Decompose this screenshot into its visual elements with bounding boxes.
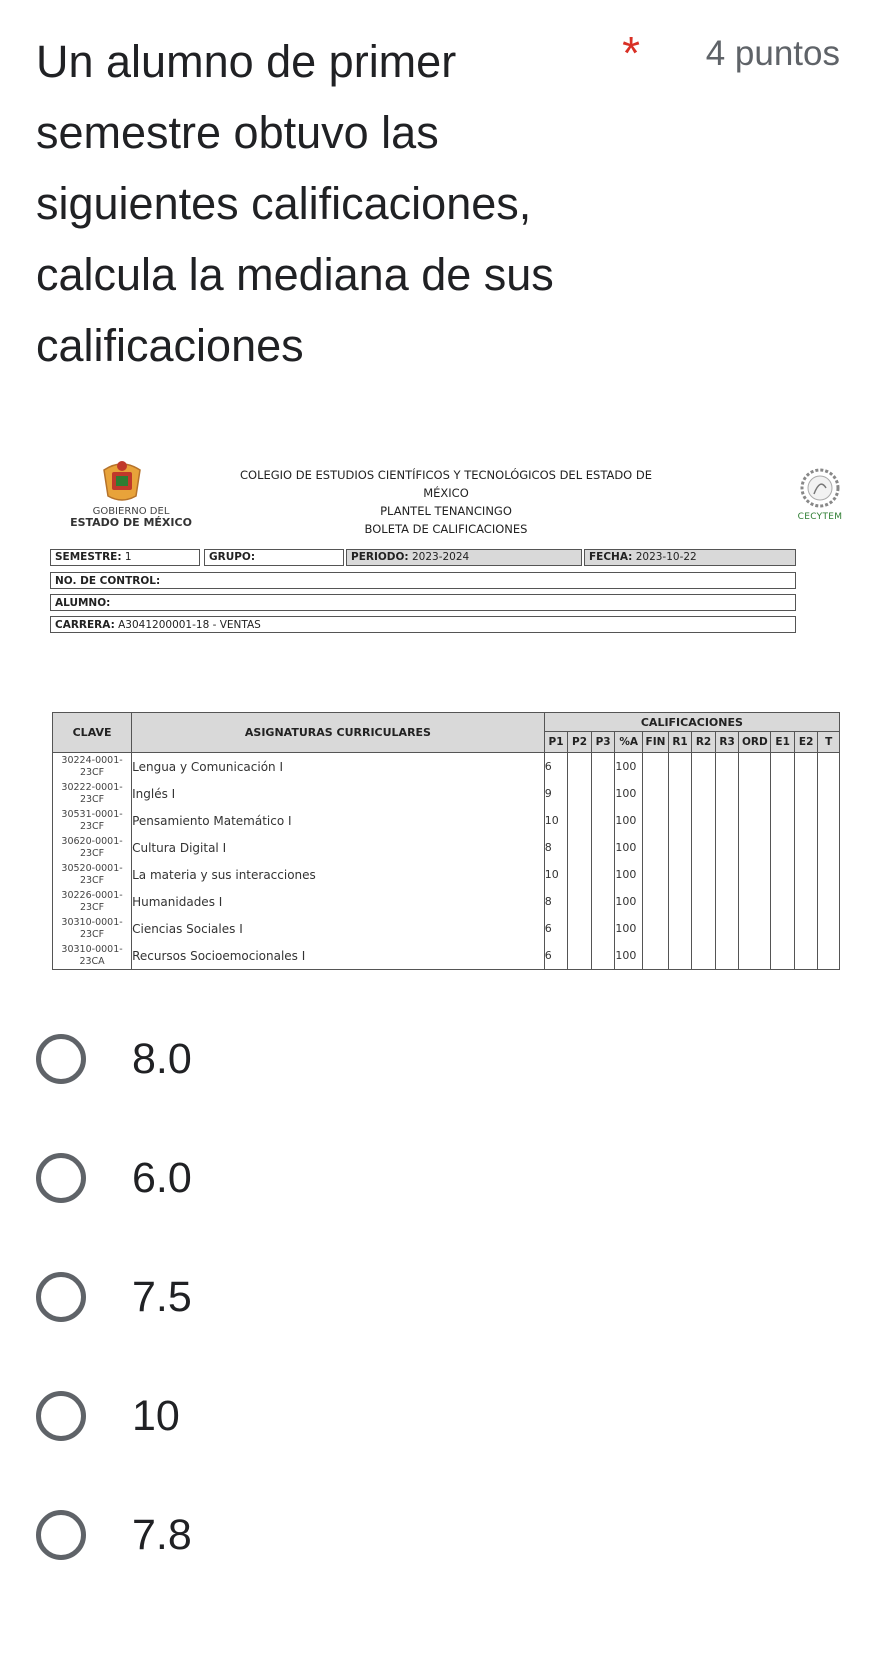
p1-cell: 10	[544, 807, 568, 834]
r1-cell	[668, 861, 692, 888]
option-2[interactable]	[36, 1153, 636, 1213]
p3-cell	[591, 861, 615, 888]
r2-cell	[692, 753, 716, 781]
plantel-name: PLANTEL TENANCINGO	[380, 504, 512, 518]
asignatura-cell: La materia y sus interacciones	[132, 861, 545, 888]
p2-cell	[568, 915, 592, 942]
r1-cell	[668, 807, 692, 834]
p2-cell	[568, 942, 592, 970]
t-cell	[818, 834, 840, 861]
r3-cell	[715, 942, 739, 970]
pct-cell: 100	[615, 915, 643, 942]
fin-cell	[643, 915, 669, 942]
table-row	[53, 942, 840, 970]
t-cell	[818, 807, 840, 834]
r1-cell	[668, 888, 692, 915]
cecytem-logo	[796, 468, 844, 522]
fin-cell	[643, 861, 669, 888]
table-row	[53, 780, 840, 807]
semestre-value: 1	[124, 551, 132, 563]
r3-cell	[715, 753, 739, 781]
clave-line-2: 23CF	[79, 766, 105, 778]
option-label[interactable]: 7.5	[132, 1273, 192, 1321]
periodo-cell	[346, 549, 582, 566]
clave-line-2: 23CA	[79, 955, 105, 967]
e2-cell	[794, 753, 818, 781]
institution-name: COLEGIO DE ESTUDIOS CIENTÍFICOS Y TECNOLÓGICOS DEL ESTADO DE MÉXICO	[239, 468, 653, 500]
sub-header-r1: R1	[668, 732, 692, 753]
fecha-value: 2023-10-22	[635, 551, 697, 563]
r2-cell	[692, 915, 716, 942]
r3-cell	[715, 807, 739, 834]
info-row-control	[50, 572, 796, 589]
clave-line-2: 23CF	[79, 820, 105, 832]
t-cell	[818, 753, 840, 781]
r1-cell	[668, 942, 692, 970]
table-row	[53, 834, 840, 861]
asignatura-cell: Recursos Socioemocionales I	[132, 942, 545, 970]
e2-cell	[794, 888, 818, 915]
asignatura-cell: Humanidades I	[132, 888, 545, 915]
e1-cell	[771, 861, 795, 888]
p3-cell	[591, 888, 615, 915]
fecha-label: FECHA:	[589, 551, 633, 563]
t-cell	[818, 942, 840, 970]
e1-cell	[771, 942, 795, 970]
clave-line-1: 30520-0001-	[61, 862, 123, 874]
table-row	[53, 753, 840, 781]
grupo-label: GRUPO:	[209, 551, 256, 563]
clave-cell	[53, 888, 132, 915]
r3-cell	[715, 888, 739, 915]
p3-cell	[591, 942, 615, 970]
r3-cell	[715, 780, 739, 807]
sub-header-p1: P1	[544, 732, 568, 753]
r2-cell	[692, 834, 716, 861]
p3-cell	[591, 834, 615, 861]
option-label[interactable]: 7.8	[132, 1511, 192, 1559]
ord-cell	[739, 834, 771, 861]
gobierno-line-1: GOBIERNO DEL	[92, 506, 170, 517]
clave-cell	[53, 807, 132, 834]
sub-header-r2: R2	[692, 732, 716, 753]
clave-cell	[53, 834, 132, 861]
cecytem-emblem-icon	[798, 468, 842, 508]
ord-cell	[739, 753, 771, 781]
calificaciones-header: CALIFICACIONES	[544, 713, 839, 732]
radio-button[interactable]	[36, 1391, 86, 1441]
table-row	[53, 888, 840, 915]
p3-cell	[591, 780, 615, 807]
e1-cell	[771, 915, 795, 942]
p1-cell: 6	[544, 753, 568, 781]
t-cell	[818, 861, 840, 888]
r3-cell	[715, 834, 739, 861]
fecha-cell	[584, 549, 796, 566]
ord-cell	[739, 807, 771, 834]
info-row-carrera	[50, 616, 796, 633]
p1-cell: 9	[544, 780, 568, 807]
p2-cell	[568, 807, 592, 834]
r3-cell	[715, 915, 739, 942]
p2-cell	[568, 753, 592, 781]
p1-cell: 8	[544, 888, 568, 915]
p3-cell	[591, 915, 615, 942]
pct-cell: 100	[615, 861, 643, 888]
asignatura-cell: Pensamiento Matemático I	[132, 807, 545, 834]
ord-cell	[739, 915, 771, 942]
e2-cell	[794, 915, 818, 942]
e2-cell	[794, 942, 818, 970]
info-row-alumno	[50, 594, 796, 611]
grades-body	[53, 753, 840, 970]
option-4[interactable]	[36, 1391, 636, 1451]
table-row	[53, 915, 840, 942]
p3-cell	[591, 807, 615, 834]
asignatura-cell: Inglés I	[132, 780, 545, 807]
ord-cell	[739, 888, 771, 915]
fin-cell	[643, 753, 669, 781]
periodo-label: PERIODO:	[351, 551, 409, 563]
semestre-label: SEMESTRE:	[55, 551, 122, 563]
grupo-cell	[204, 549, 344, 566]
clave-cell	[53, 780, 132, 807]
p2-cell	[568, 780, 592, 807]
r2-cell	[692, 780, 716, 807]
clave-cell	[53, 753, 132, 781]
sub-header-e2: E2	[794, 732, 818, 753]
gobierno-line-2: ESTADO DE MÉXICO	[70, 516, 192, 529]
carrera-value: A3041200001-18 - VENTAS	[118, 619, 261, 631]
fin-cell	[643, 807, 669, 834]
e1-cell	[771, 888, 795, 915]
ord-cell	[739, 780, 771, 807]
fin-cell	[643, 942, 669, 970]
report-card-image	[46, 446, 846, 996]
state-seal-icon	[98, 456, 146, 504]
r3-cell	[715, 861, 739, 888]
r2-cell	[692, 942, 716, 970]
alumno-label: ALUMNO:	[55, 597, 111, 609]
p2-cell	[568, 834, 592, 861]
fin-cell	[643, 834, 669, 861]
sub-header-t: T	[818, 732, 840, 753]
clave-header: CLAVE	[53, 713, 132, 753]
r1-cell	[668, 915, 692, 942]
fin-cell	[643, 780, 669, 807]
clave-line-1: 30226-0001-	[61, 889, 123, 901]
t-cell	[818, 888, 840, 915]
periodo-value: 2023-2024	[411, 551, 470, 563]
clave-line-1: 30224-0001-	[61, 754, 123, 766]
t-cell	[818, 780, 840, 807]
option-label[interactable]: 6.0	[132, 1154, 192, 1202]
required-asterisk: *	[622, 27, 640, 79]
gobierno-logo-text	[56, 506, 206, 529]
clave-cell	[53, 942, 132, 970]
sub-header-e1: E1	[771, 732, 795, 753]
e1-cell	[771, 834, 795, 861]
pct-cell: 100	[615, 753, 643, 781]
p1-cell: 10	[544, 861, 568, 888]
radio-button[interactable]	[36, 1272, 86, 1322]
p1-cell: 8	[544, 834, 568, 861]
p2-cell	[568, 888, 592, 915]
p3-cell	[591, 753, 615, 781]
r2-cell	[692, 807, 716, 834]
clave-line-2: 23CF	[79, 928, 105, 940]
option-3[interactable]	[36, 1272, 636, 1332]
pct-cell: 100	[615, 807, 643, 834]
e1-cell	[771, 753, 795, 781]
sub-header-r3: R3	[715, 732, 739, 753]
clave-line-2: 23CF	[79, 901, 105, 913]
asignatura-cell: Lengua y Comunicación I	[132, 753, 545, 781]
document-title: BOLETA DE CALIFICACIONES	[364, 522, 528, 536]
option-1[interactable]	[36, 1034, 636, 1094]
sub-header-p3: P3	[591, 732, 615, 753]
question-header	[36, 26, 840, 381]
clave-line-2: 23CF	[79, 793, 105, 805]
r1-cell	[668, 753, 692, 781]
sub-header-fin: FIN	[643, 732, 669, 753]
question-points: 4 puntos	[705, 34, 840, 73]
asignatura-cell: Cultura Digital I	[132, 834, 545, 861]
question-title: Un alumno de primer semestre obtuvo las siguientes calificaciones, calcula la mediana de sus calificaciones	[36, 36, 554, 371]
r1-cell	[668, 834, 692, 861]
table-row	[53, 861, 840, 888]
e2-cell	[794, 780, 818, 807]
clave-line-1: 30310-0001-	[61, 943, 123, 955]
cecytem-text: CECYTEM	[797, 512, 843, 522]
ord-cell	[739, 942, 771, 970]
carrera-label: CARRERA:	[55, 619, 115, 631]
clave-cell	[53, 915, 132, 942]
clave-line-2: 23CF	[79, 874, 105, 886]
e1-cell	[771, 807, 795, 834]
pct-cell: 100	[615, 834, 643, 861]
p1-cell: 6	[544, 915, 568, 942]
grades-table	[52, 712, 840, 970]
e1-cell	[771, 780, 795, 807]
clave-line-1: 30222-0001-	[61, 781, 123, 793]
radio-button[interactable]	[36, 1153, 86, 1203]
radio-button[interactable]	[36, 1034, 86, 1084]
r2-cell	[692, 861, 716, 888]
info-row-semestre	[50, 550, 796, 567]
clave-line-1: 30531-0001-	[61, 808, 123, 820]
option-label[interactable]: 10	[132, 1392, 180, 1440]
sub-header-ord: ORD	[739, 732, 771, 753]
e2-cell	[794, 807, 818, 834]
clave-line-1: 30620-0001-	[61, 835, 123, 847]
institution-header	[231, 466, 661, 538]
e2-cell	[794, 861, 818, 888]
r1-cell	[668, 780, 692, 807]
sub-header-pcta: %A	[615, 732, 643, 753]
pct-cell: 100	[615, 888, 643, 915]
control-label: NO. DE CONTROL:	[55, 575, 161, 587]
fin-cell	[643, 888, 669, 915]
clave-line-2: 23CF	[79, 847, 105, 859]
table-row	[53, 807, 840, 834]
p1-cell: 6	[544, 942, 568, 970]
radio-button[interactable]	[36, 1510, 86, 1560]
asignatura-cell: Ciencias Sociales I	[132, 915, 545, 942]
sub-header-p2: P2	[568, 732, 592, 753]
asignaturas-header: ASIGNATURAS CURRICULARES	[132, 713, 545, 753]
semestre-cell	[50, 549, 200, 566]
r2-cell	[692, 888, 716, 915]
option-label[interactable]: 8.0	[132, 1035, 192, 1083]
clave-line-1: 30310-0001-	[61, 916, 123, 928]
e2-cell	[794, 834, 818, 861]
pct-cell: 100	[615, 942, 643, 970]
clave-cell	[53, 861, 132, 888]
t-cell	[818, 915, 840, 942]
ord-cell	[739, 861, 771, 888]
option-5[interactable]	[36, 1510, 636, 1570]
p2-cell	[568, 861, 592, 888]
pct-cell: 100	[615, 780, 643, 807]
